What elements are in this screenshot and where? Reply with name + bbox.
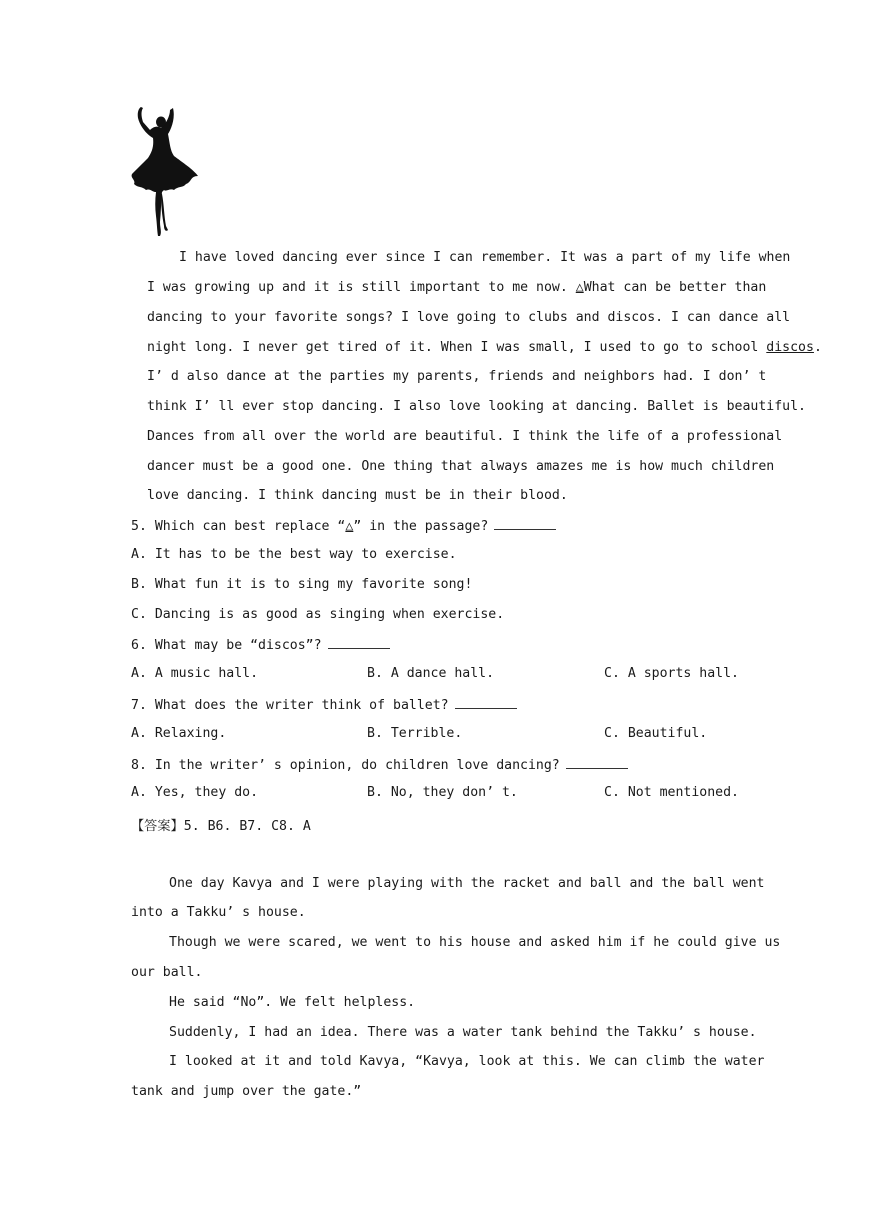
passage2-line: I looked at it and told Kavya, “Kavya, look at this. We can climb the water [169, 1054, 765, 1069]
passage1-line: love dancing. I think dancing must be in their blood. [147, 488, 568, 503]
q6-option-a[interactable]: A. A music hall. [131, 666, 259, 681]
q6-option-b[interactable]: B. A dance hall. [367, 666, 495, 681]
passage1-line: think I’ ll ever stop dancing. I also love looking at dancing. Ballet is beautiful. [147, 399, 806, 414]
discos-underlined: discos [766, 340, 814, 355]
q6-option-c[interactable]: C. A sports hall. [604, 666, 739, 681]
question-6: 6. What may be “discos”? [131, 636, 390, 655]
ballerina-silhouette-icon [128, 104, 202, 240]
q7-option-c[interactable]: C. Beautiful. [604, 726, 708, 741]
q8-option-b[interactable]: B. No, they don’ t. [367, 785, 518, 800]
answer-blank[interactable] [566, 756, 628, 769]
q5-option-b[interactable]: B. What fun it is to sing my favorite song! [131, 577, 473, 592]
passage1-line: I have loved dancing ever since I can remember. It was a part of my life when [179, 250, 791, 265]
answer-key [131, 815, 311, 834]
answer-blank[interactable] [494, 517, 556, 530]
answer-text: 5. B6. B7. C8. A [183, 819, 311, 834]
passage1-line: Dances from all over the world are beautiful. I think the life of a professional [147, 429, 783, 444]
q8-option-c[interactable]: C. Not mentioned. [604, 785, 739, 800]
passage1-line: dancing to your favorite songs? I love going to clubs and discos. I can dance all [147, 310, 791, 325]
passage1-line: night long. I never get tired of it. When I was small, I used to go to school discos. [147, 340, 822, 355]
passage2-line: He said “No”. We felt helpless. [169, 995, 416, 1010]
answer-label: 【答案】 [131, 819, 184, 834]
q7-option-a[interactable]: A. Relaxing. [131, 726, 227, 741]
question-7: 7. What does the writer think of ballet? [131, 696, 517, 715]
answer-blank[interactable] [455, 696, 517, 709]
passage2-line: Though we were scared, we went to his house and asked him if he could give us [169, 935, 781, 950]
passage2-line: tank and jump over the gate.” [131, 1084, 362, 1099]
question-8: 8. In the writer’ s opinion, do children love dancing? [131, 756, 628, 775]
q5-option-a[interactable]: A. It has to be the best way to exercise. [131, 547, 457, 562]
triangle-mark: △ [575, 280, 584, 295]
passage1-line: dancer must be a good one. One thing that always amazes me is how much children [147, 459, 775, 474]
passage1-line: I was growing up and it is still important to me now. △What can be better than [147, 280, 767, 295]
question-5: 5. Which can best replace “△” in the passage? [131, 517, 556, 536]
answer-blank[interactable] [328, 636, 390, 649]
passage1-line: I’ d also dance at the parties my parents, friends and neighbors had. I don’ t [147, 369, 767, 384]
q8-option-a[interactable]: A. Yes, they do. [131, 785, 259, 800]
passage2-line: into a Takku’ s house. [131, 905, 306, 920]
passage2-line: One day Kavya and I were playing with the racket and ball and the ball went [169, 876, 765, 891]
q5-option-c[interactable]: C. Dancing is as good as singing when exercise. [131, 607, 505, 622]
passage2-line: Suddenly, I had an idea. There was a water tank behind the Takku’ s house. [169, 1025, 757, 1040]
q7-option-b[interactable]: B. Terrible. [367, 726, 463, 741]
passage2-line: our ball. [131, 965, 203, 980]
